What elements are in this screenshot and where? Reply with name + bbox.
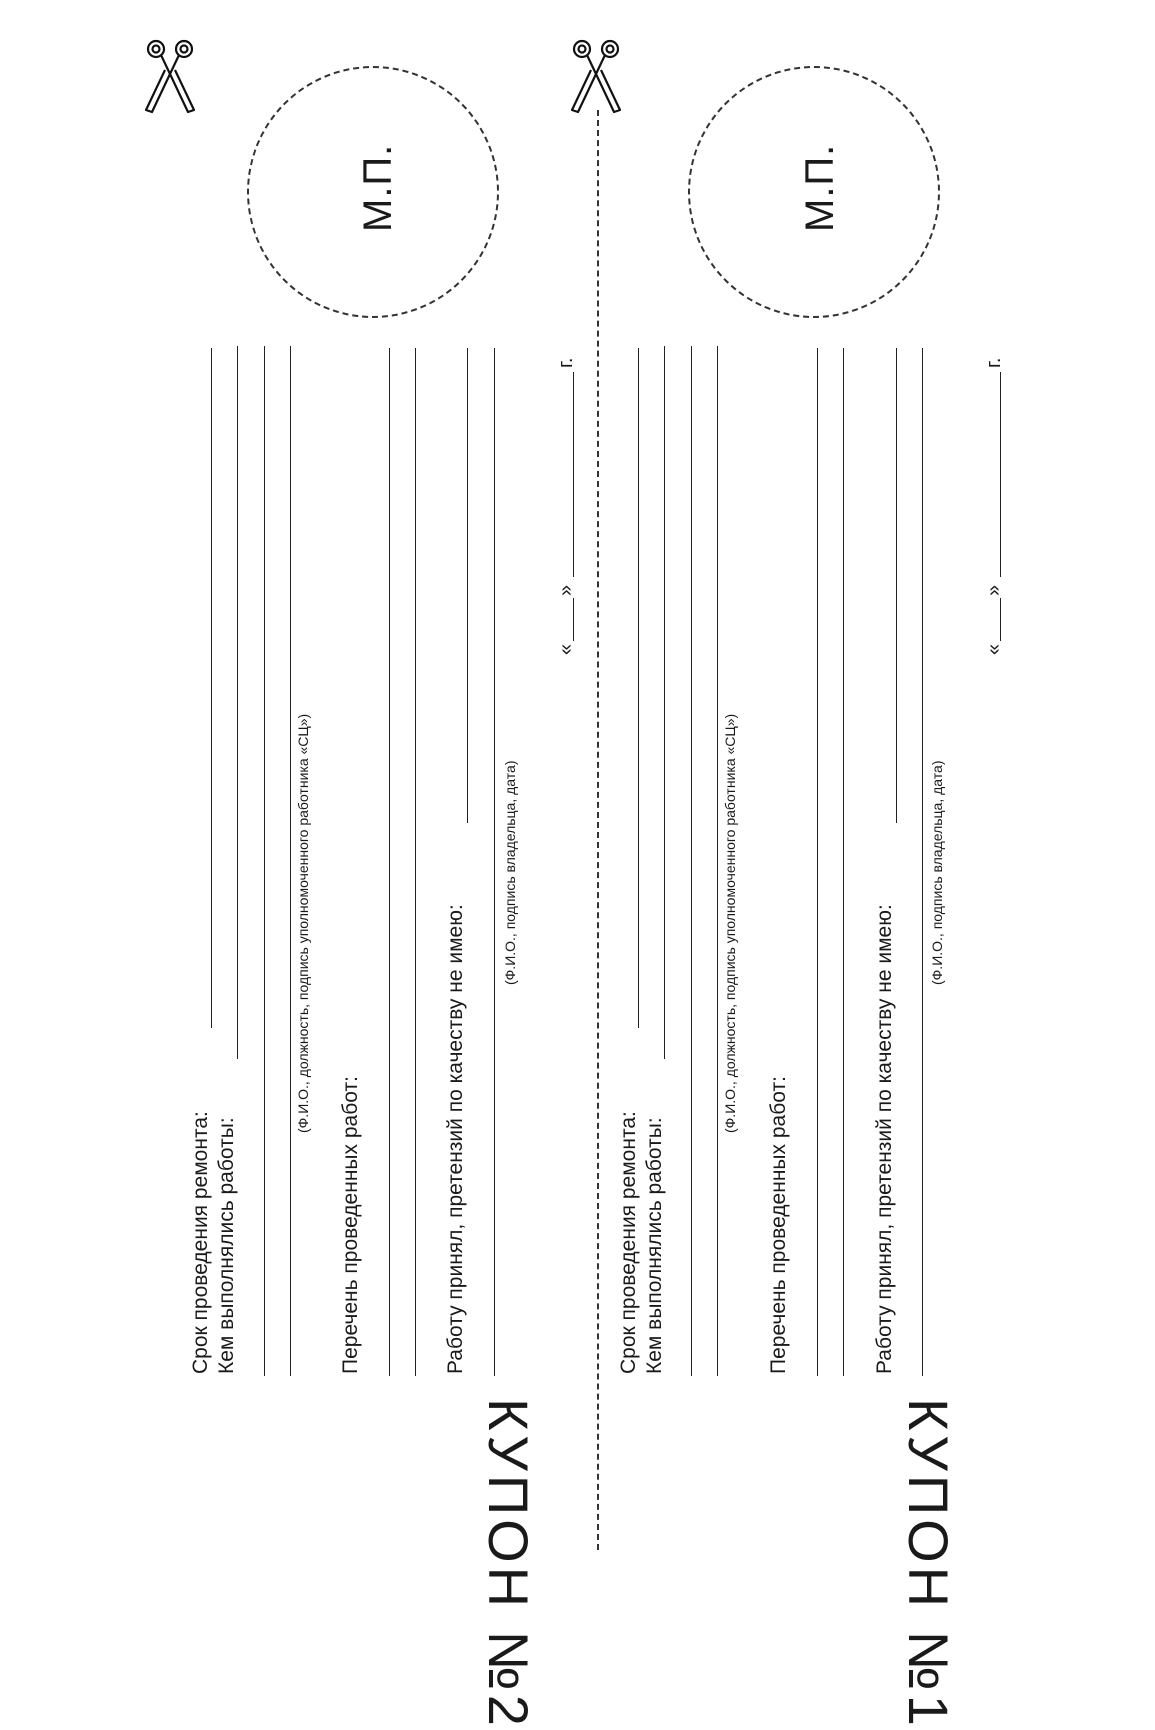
date-open-quote: «: [983, 643, 1005, 655]
stamp-label: М.П.: [798, 143, 842, 232]
accepted-line[interactable]: [467, 348, 468, 823]
performed-by-label: Кем выполнялись работы:: [643, 1117, 666, 1374]
repair-term-line[interactable]: [211, 348, 212, 1028]
performed-by-line[interactable]: [664, 346, 665, 1059]
date-month-year-line[interactable]: [1000, 372, 1001, 577]
performed-by-line[interactable]: [717, 346, 718, 1376]
accepted-line[interactable]: [494, 348, 495, 1376]
works-list-label: Перечень проведенных работ:: [339, 1076, 362, 1374]
date-day-line[interactable]: [1000, 598, 1001, 641]
accepted-label: Работу принял, претензий по качеству не имею:: [873, 904, 896, 1374]
year-suffix: г.: [983, 357, 1005, 368]
performed-by-label: Кем выполнялись работы:: [215, 1117, 238, 1374]
performed-by-line[interactable]: [691, 346, 692, 1376]
performed-by-line[interactable]: [237, 346, 238, 1059]
date-close-quote: »: [555, 584, 577, 596]
worker-hint: (Ф.И.О., должность, подпись уполномоченного работника «СЦ»): [295, 713, 311, 1133]
accepted-line[interactable]: [896, 348, 897, 823]
stamp-label: М.П.: [356, 143, 400, 232]
scissors-icon: [142, 38, 198, 116]
cut-line: [597, 110, 599, 1550]
date-day-line[interactable]: [573, 598, 574, 641]
scissors-icon: [568, 38, 624, 116]
works-list-line[interactable]: [843, 348, 844, 1376]
owner-hint: (Ф.И.О., подпись владельца, дата): [502, 760, 518, 985]
year-suffix: г.: [555, 357, 577, 368]
date-month-year-line[interactable]: [573, 372, 574, 577]
works-list-line[interactable]: [389, 348, 390, 1376]
repair-term-line[interactable]: [638, 348, 639, 1028]
works-list-line[interactable]: [817, 348, 818, 1376]
coupon-title: КУПОН №1: [897, 1398, 960, 1730]
date-close-quote: »: [983, 584, 1005, 596]
performed-by-line[interactable]: [290, 346, 291, 1376]
accepted-label: Работу принял, претензий по качеству не имею:: [444, 904, 467, 1374]
repair-term-label: Срок проведения ремонта:: [189, 1111, 212, 1374]
performed-by-line[interactable]: [264, 346, 265, 1376]
date-open-quote: «: [555, 643, 577, 655]
accepted-line[interactable]: [922, 348, 923, 1376]
works-list-line[interactable]: [415, 348, 416, 1376]
works-list-label: Перечень проведенных работ:: [767, 1076, 790, 1374]
worker-hint: (Ф.И.О., должность, подпись уполномоченного работника «СЦ»): [722, 713, 738, 1133]
repair-term-label: Срок проведения ремонта:: [617, 1111, 640, 1374]
coupon-title: КУПОН №2: [477, 1398, 540, 1730]
owner-hint: (Ф.И.О., подпись владельца, дата): [929, 760, 945, 985]
